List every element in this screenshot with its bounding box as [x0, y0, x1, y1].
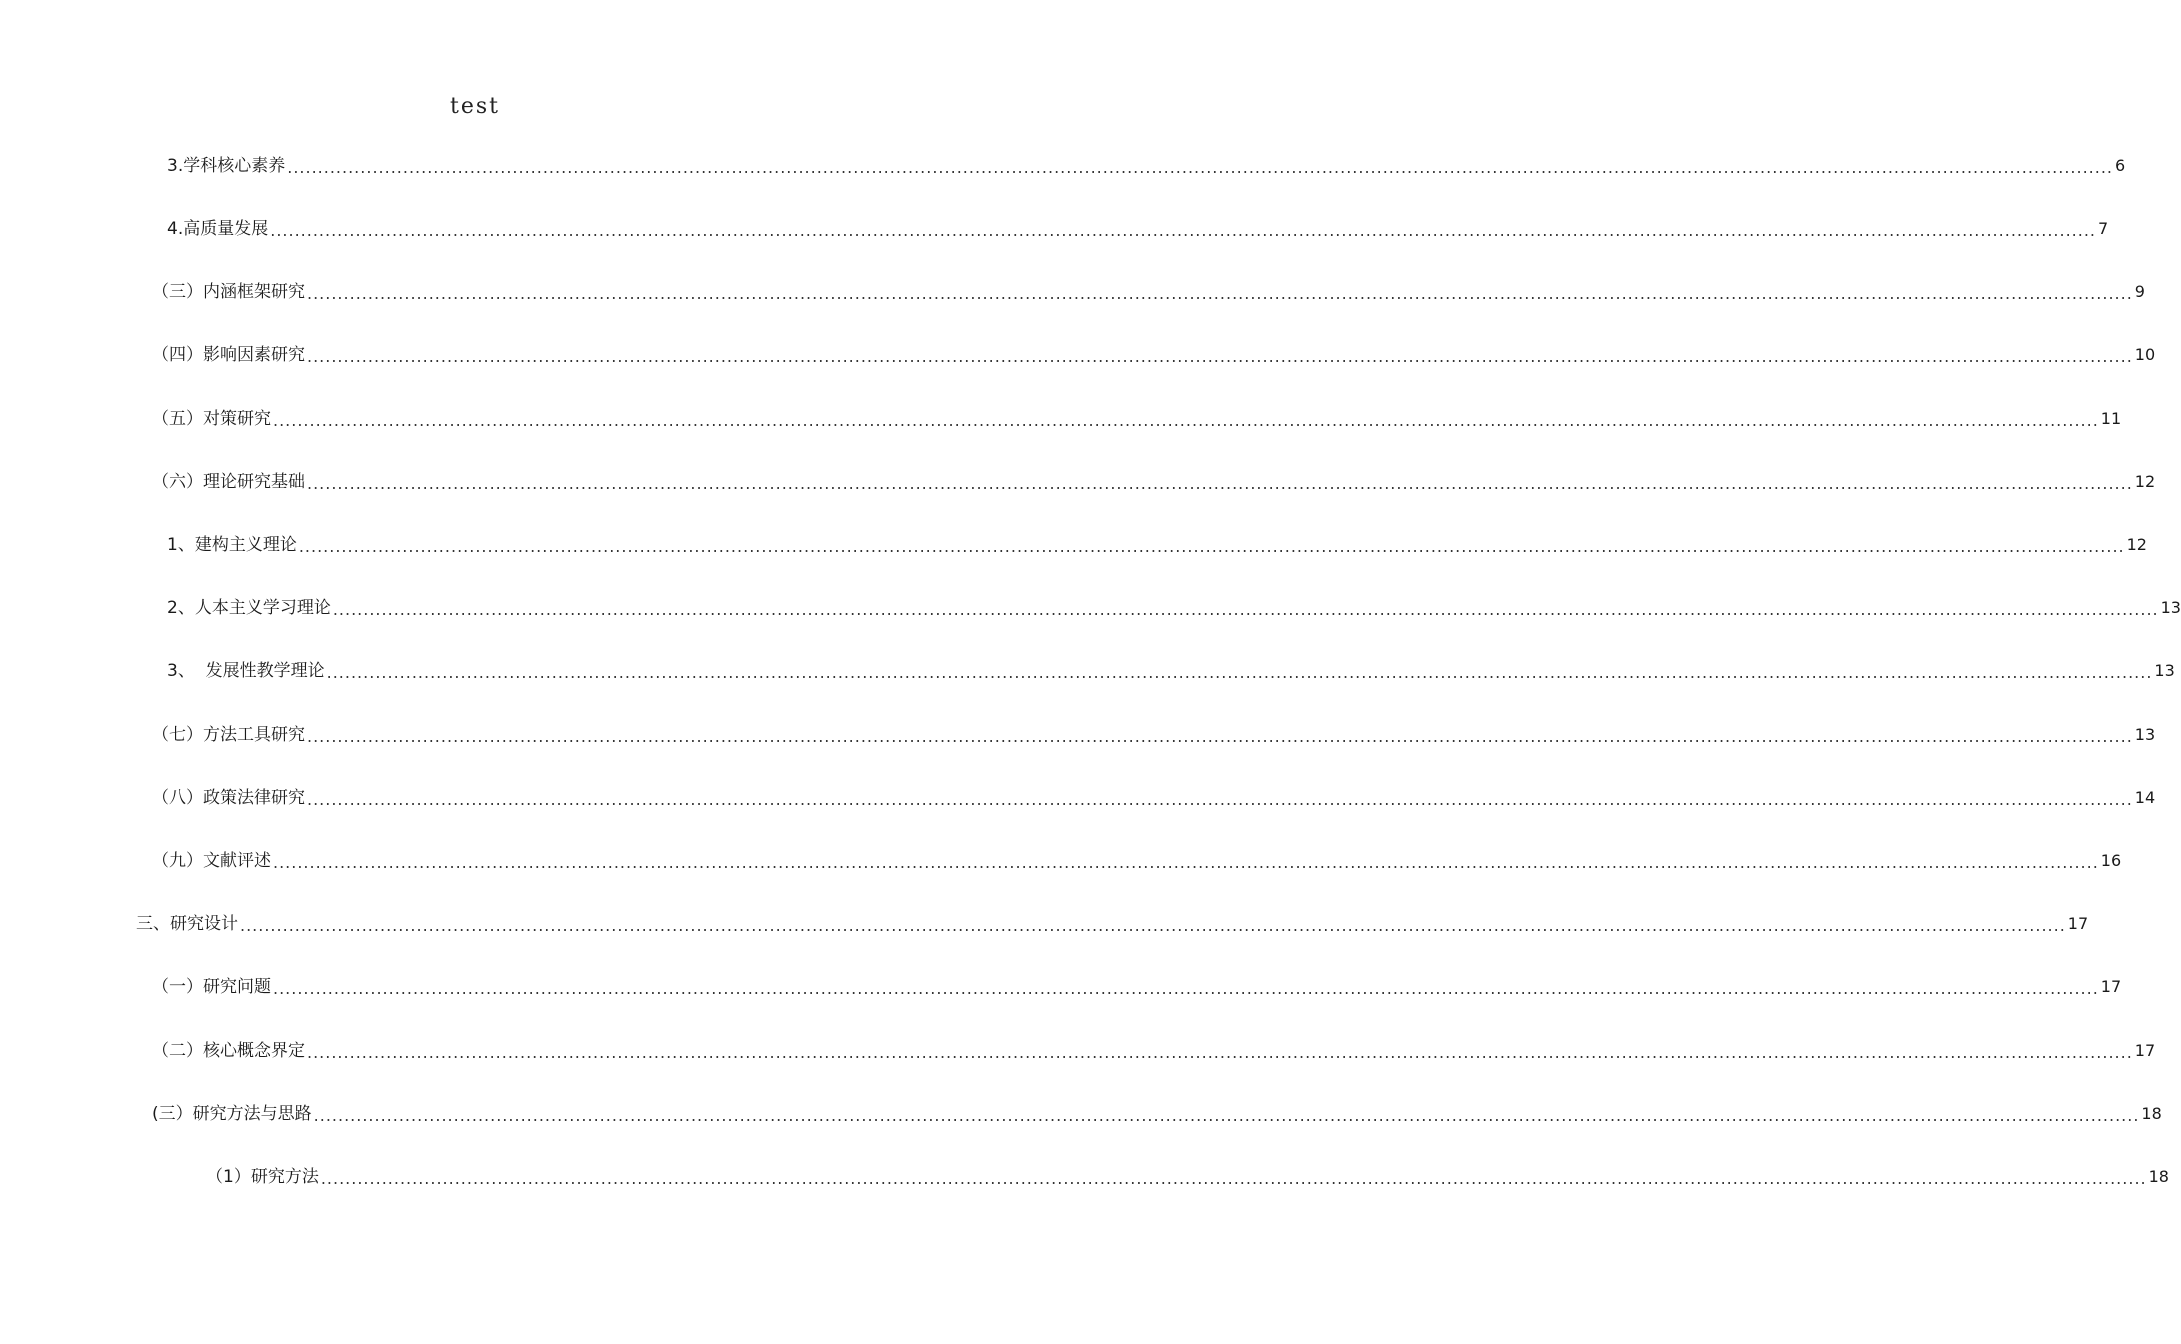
- toc-entry[interactable]: [152, 1102, 2162, 1126]
- toc-page-number: 13: [2134, 725, 2156, 744]
- toc-entry[interactable]: [152, 1039, 2156, 1063]
- toc-entry[interactable]: [152, 786, 2156, 810]
- toc-page-number: 7: [2098, 219, 2109, 238]
- toc-entry-label: （一）研究问题: [152, 977, 271, 997]
- toc-entry[interactable]: [152, 849, 2122, 873]
- toc-entry-label: （六）理论研究基础: [152, 472, 305, 492]
- toc-page-number: 18: [2148, 1167, 2169, 1186]
- toc-entry[interactable]: [152, 280, 2145, 304]
- toc-page-number: 17: [2134, 1041, 2156, 1060]
- toc-dot-leader: ............................................................................................................................................................................................................................................................................................................: [307, 1043, 2133, 1062]
- toc-entry[interactable]: [152, 470, 2156, 494]
- toc-entry-label: 三、研究设计: [136, 914, 238, 934]
- toc-dot-leader: ............................................................................................................................................................................................................................................................................................................: [240, 916, 2066, 935]
- toc-entry[interactable]: [136, 912, 2089, 936]
- toc-dot-leader: ............................................................................................................................................................................................................................................................................................................: [326, 663, 2153, 682]
- toc-entry[interactable]: [167, 659, 2175, 683]
- toc-entry-label: （1）研究方法: [206, 1167, 319, 1187]
- toc-dot-leader: ............................................................................................................................................................................................................................................................................................................: [270, 221, 2097, 240]
- toc-entry-label: 1、建构主义理论: [167, 535, 297, 555]
- toc-entry-label: 2、人本主义学习理论: [167, 598, 331, 618]
- toc-entry[interactable]: [152, 343, 2156, 367]
- toc-dot-leader: ............................................................................................................................................................................................................................................................................................................: [307, 727, 2133, 746]
- toc-page-number: 12: [2126, 535, 2147, 554]
- toc-page-number: 18: [2141, 1104, 2162, 1123]
- toc-page-number: 16: [2100, 851, 2122, 870]
- toc-dot-leader: ............................................................................................................................................................................................................................................................................................................: [332, 600, 2159, 619]
- toc-entry-label: （二）核心概念界定: [152, 1041, 305, 1061]
- toc-dot-leader: ............................................................................................................................................................................................................................................................................................................: [298, 537, 2125, 556]
- toc-page-number: 13: [2160, 598, 2181, 617]
- toc-entry-label: （三）内涵框架研究: [152, 282, 305, 302]
- toc-entry[interactable]: [152, 407, 2122, 431]
- toc-dot-leader: ............................................................................................................................................................................................................................................................................................................: [307, 347, 2133, 366]
- toc-entry[interactable]: [206, 1165, 2169, 1189]
- toc-entry[interactable]: [167, 533, 2147, 557]
- toc-entry[interactable]: [167, 217, 2109, 241]
- toc-entry[interactable]: [152, 975, 2122, 999]
- toc-entry-label: （八）政策法律研究: [152, 788, 305, 808]
- toc-dot-leader: ............................................................................................................................................................................................................................................................................................................: [287, 158, 2114, 177]
- page-header: test: [450, 94, 500, 119]
- toc-page-number: 12: [2134, 472, 2156, 491]
- toc-entry[interactable]: [152, 723, 2156, 747]
- toc-entry[interactable]: [167, 154, 2126, 178]
- toc-dot-leader: ............................................................................................................................................................................................................................................................................................................: [307, 790, 2133, 809]
- toc-dot-leader: ............................................................................................................................................................................................................................................................................................................: [320, 1169, 2147, 1188]
- toc-page-number: 17: [2100, 977, 2122, 996]
- toc-page-number: 13: [2154, 661, 2175, 680]
- toc-page-number: 14: [2134, 788, 2156, 807]
- toc-dot-leader: ............................................................................................................................................................................................................................................................................................................: [307, 474, 2133, 493]
- toc-dot-leader: ............................................................................................................................................................................................................................................................................................................: [273, 411, 2099, 430]
- toc-entry-label: （七）方法工具研究: [152, 725, 305, 745]
- toc-dot-leader: ............................................................................................................................................................................................................................................................................................................: [307, 284, 2133, 303]
- toc-entry-label: （九）文献评述: [152, 851, 271, 871]
- toc-dot-leader: ............................................................................................................................................................................................................................................................................................................: [273, 853, 2099, 872]
- toc-entry[interactable]: [167, 596, 2181, 620]
- toc-page-number: 17: [2067, 914, 2089, 933]
- toc-entry-label: (三）研究方法与思路: [152, 1104, 312, 1124]
- toc-dot-leader: ............................................................................................................................................................................................................................................................................................................: [273, 979, 2099, 998]
- toc-dot-leader: ............................................................................................................................................................................................................................................................................................................: [313, 1106, 2140, 1125]
- toc-entry-label: 3、 发展性教学理论: [167, 661, 325, 681]
- toc-entry-label: （五）对策研究: [152, 409, 271, 429]
- toc-page-number: 6: [2115, 156, 2126, 175]
- toc-entry-label: （四）影响因素研究: [152, 345, 305, 365]
- toc-page-number: 9: [2134, 282, 2145, 301]
- toc-page-number: 11: [2100, 409, 2122, 428]
- toc-entry-label: 4.高质量发展: [167, 219, 269, 239]
- toc-page-number: 10: [2134, 345, 2156, 364]
- toc-entry-label: 3.学科核心素养: [167, 156, 286, 176]
